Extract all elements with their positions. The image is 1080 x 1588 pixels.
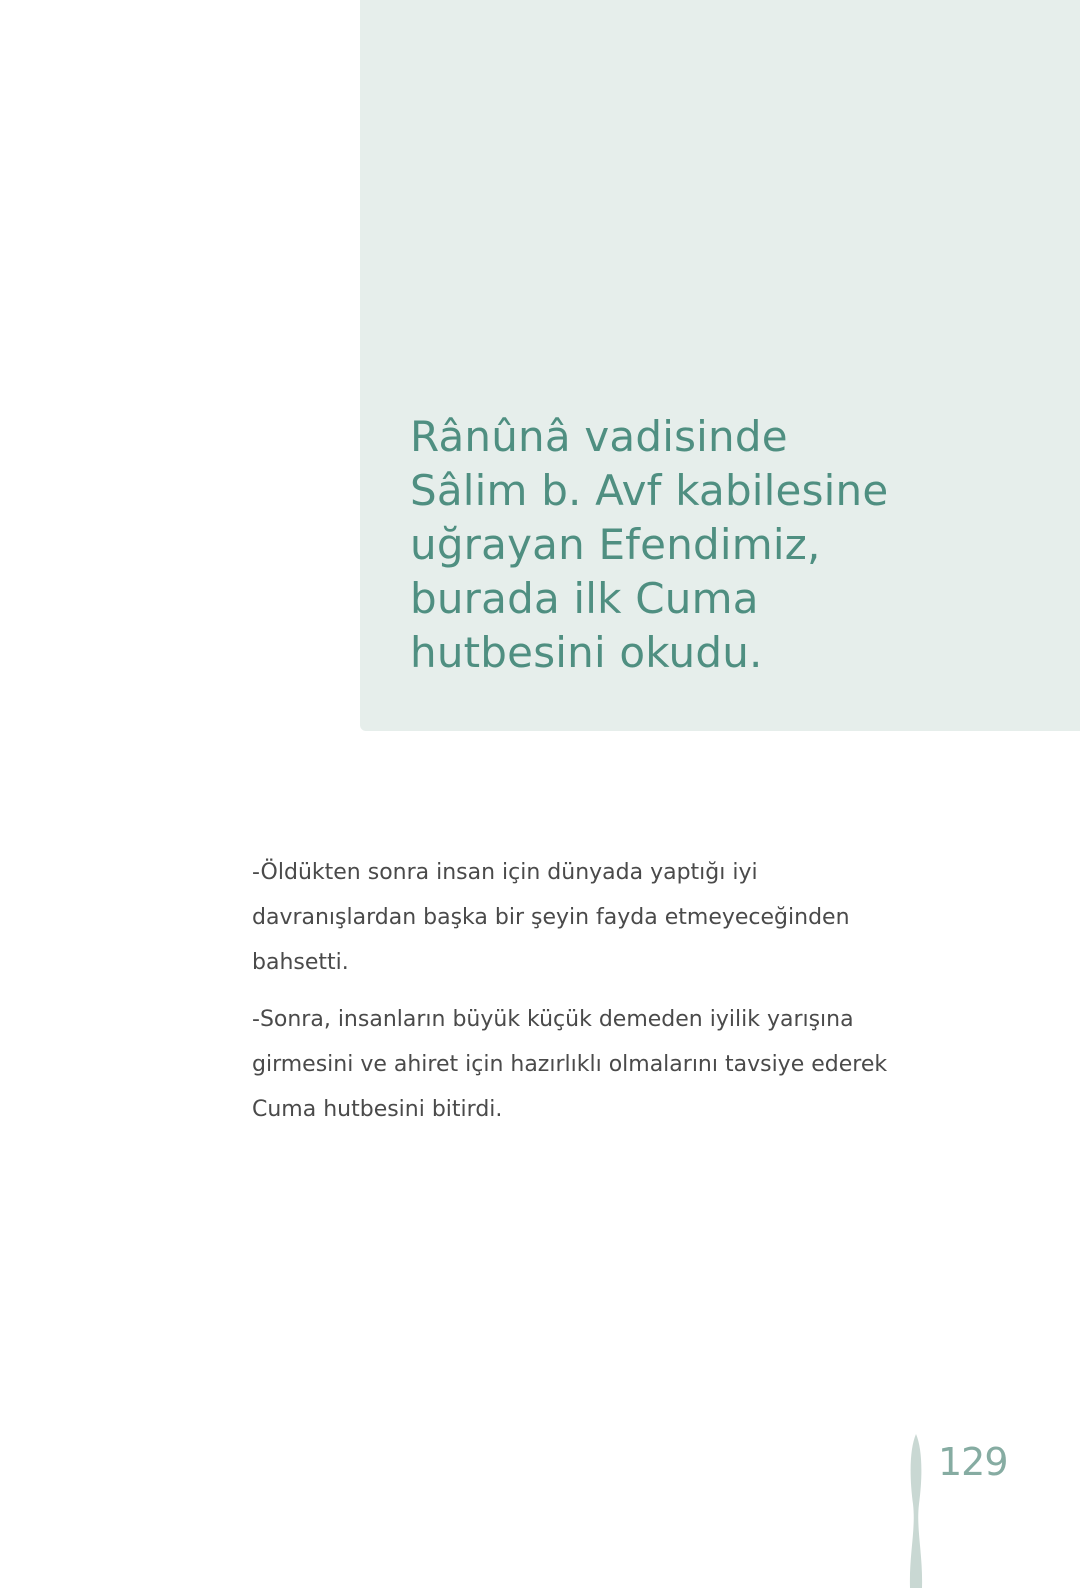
paragraph-line: bahsetti. (252, 950, 349, 975)
pull-quote-box (360, 0, 1080, 731)
paragraph-line: girmesini ve ahiret için hazırlıklı olmalarını tavsiye ederek (252, 1052, 888, 1077)
paragraph (252, 850, 912, 985)
paragraph-line: -Öldükten sonra insan için dünyada yaptığı iyi (252, 860, 758, 885)
pull-quote-line: uğrayan Efendimiz, (410, 520, 821, 569)
page-marker-ornament (905, 1434, 927, 1588)
page-number: 129 (938, 1440, 1008, 1484)
pull-quote-line: burada ilk Cuma (410, 574, 759, 623)
paragraph-line: davranışlardan başka bir şeyin fayda etmeyeceğinden (252, 905, 850, 930)
paragraph-line: Cuma hutbesini bitirdi. (252, 1097, 503, 1122)
pull-quote (410, 410, 1010, 680)
pull-quote-line: hutbesini okudu. (410, 628, 763, 677)
paragraph-line: -Sonra, insanların büyük küçük demeden iyilik yarışına (252, 1007, 854, 1032)
paragraph (252, 997, 912, 1132)
page-marker-shape (910, 1434, 922, 1588)
body-text (252, 850, 912, 1144)
pull-quote-line: Rânûnâ vadisinde (410, 412, 788, 461)
pull-quote-line: Sâlim b. Avf kabilesine (410, 466, 889, 515)
